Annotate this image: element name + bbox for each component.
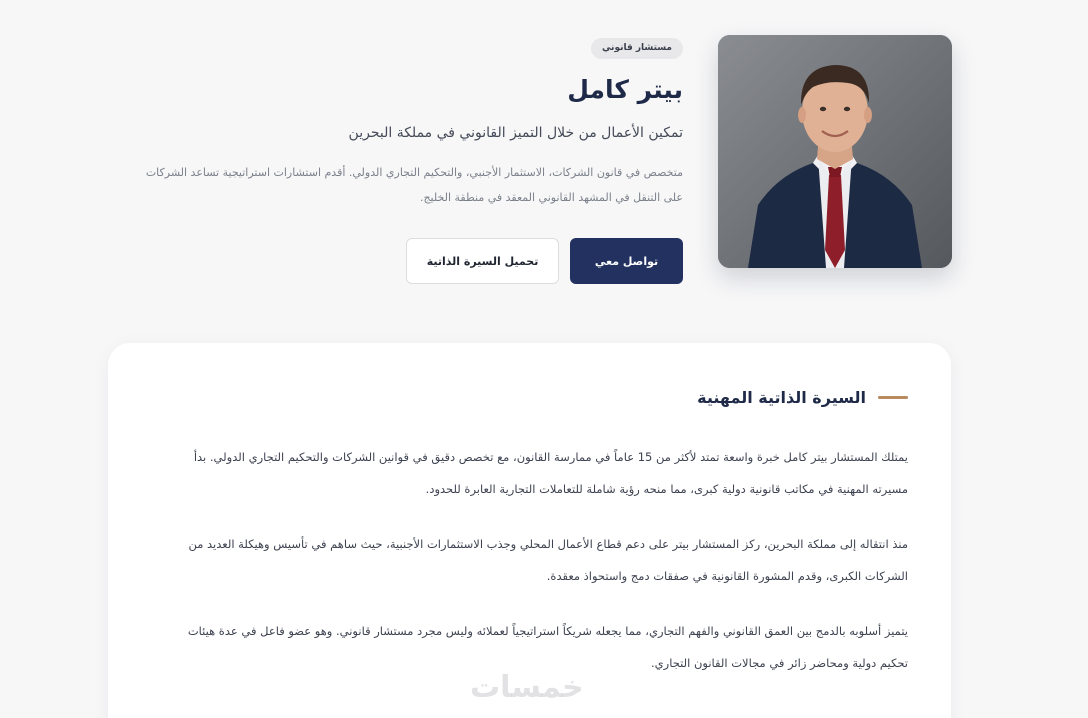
profile-photo bbox=[718, 35, 952, 268]
hero-section bbox=[123, 35, 683, 210]
profile-tagline: تمكين الأعمال من خلال التميز القانوني في مملكة البحرين bbox=[348, 125, 683, 141]
profile-intro: متخصص في قانون الشركات، الاستثمار الأجنبي، والتحكيم التجاري الدولي. أقدم استشارات استراتيجية تساعد الشركات على التنقل في المشهد القانوني المعقد في منطقة الخليج. bbox=[145, 166, 683, 204]
download-cv-button[interactable]: تحميل السيرة الذاتية bbox=[406, 238, 559, 284]
bio-text bbox=[158, 441, 908, 702]
watermark-logo: خمسات bbox=[470, 670, 584, 705]
section-heading bbox=[697, 388, 908, 407]
portrait-image bbox=[718, 35, 952, 268]
contact-button[interactable]: تواصل معي bbox=[570, 238, 683, 284]
hero-actions bbox=[406, 238, 683, 284]
profile-name: بيتر كامل bbox=[567, 75, 683, 104]
bio-paragraph: منذ انتقاله إلى مملكة البحرين، ركز المستشار بيتر على دعم قطاع الأعمال المحلي وجذب الاستثمارات الأجنبية، حيث ساهم في تأسيس وهيكلة العديد من الشركات الكبرى، وقدم المشورة القانونية في صفقات دمج واستحواذ معقدة. bbox=[188, 537, 908, 583]
heading-accent-bar bbox=[878, 396, 908, 399]
section-title: السيرة الذاتية المهنية bbox=[697, 388, 866, 407]
bio-paragraph: يتميز أسلوبه بالدمج بين العمق القانوني والفهم التجاري، مما يجعله شريكاً استراتيجياً لعملائه وليس مجرد مستشار قانوني. وهو عضو فاعل في عدة هيئات تحكيم دولية ومحاضر زائر في مجالات القانون التجاري. bbox=[187, 624, 908, 670]
bio-card bbox=[108, 343, 951, 718]
role-badge: مستشار قانوني bbox=[591, 38, 683, 59]
bio-paragraph: يمتلك المستشار بيتر كامل خبرة واسعة تمتد لأكثر من 15 عاماً في ممارسة القانون، مع تخصص دقيق في قوانين الشركات والتحكيم التجاري الدولي. بدأ مسيرته المهنية في مكاتب قانونية دولية كبرى، مما منحه رؤية شاملة للتعاملات التجارية العابرة للحدود. bbox=[193, 450, 908, 496]
